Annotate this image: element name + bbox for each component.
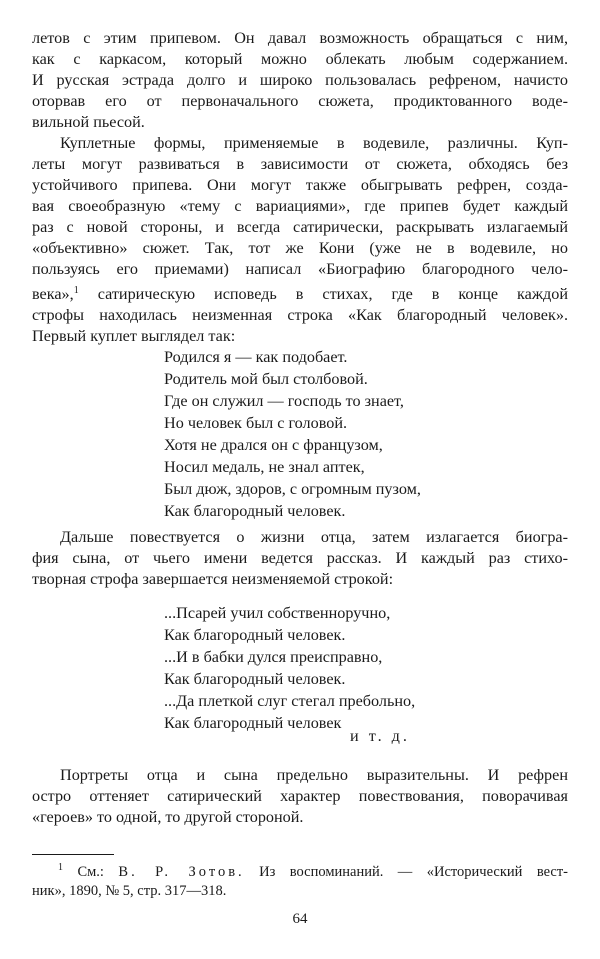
verse-line: ...И в бабки дулся преисправно, xyxy=(164,648,383,666)
text-line: вая своеобразную «тему с вариациями», где припев будет каждый xyxy=(32,197,568,215)
text-line: леты могут развиваться в зависимости от сюжета, обходясь без xyxy=(32,155,568,173)
text-line: остро оттеняет сатирический характер повествования, поворачивая xyxy=(32,787,568,805)
verse-stanza-2 xyxy=(164,602,584,734)
footnote xyxy=(32,858,568,901)
footnote-marker[interactable]: 1 xyxy=(73,285,79,296)
text-line: И русская эстрада долго и широко пользовалась рефреном, начисто xyxy=(32,71,568,89)
text-line: «объективно» сюжет. Так, тот же Кони (уже не в водевиле, но xyxy=(32,239,568,257)
text-line: как с каркасом, который можно облекать любым содержанием. xyxy=(32,50,568,68)
verse-line: Где он служил — господь то знает, xyxy=(164,392,404,410)
verse-line: Как благородный человек. xyxy=(164,626,346,644)
footnote-line: ник», 1890, № 5, стр. 317—318. xyxy=(32,883,227,899)
text-line: раз с новой стороны, и всегда сатирически, раскрывать излагаемый xyxy=(32,218,568,236)
verse-line: ...Псарей учил собственноручно, xyxy=(164,604,391,622)
text-line: фия сына, от чьего имени ведется рассказ. И каждый раз стихо- xyxy=(32,549,568,567)
text-line: летов с этим припевом. Он давал возможность обращаться с ним, xyxy=(32,29,568,47)
text-line: Дальше повествуется о жизни отца, затем излагается биогра- xyxy=(60,528,568,546)
verse-line: Хотя не дрался он с французом, xyxy=(164,436,383,454)
page-number: 64 xyxy=(292,911,308,927)
text-line xyxy=(32,280,568,305)
etcetera: и т. д. xyxy=(350,727,410,745)
paragraph-1 xyxy=(32,28,568,133)
paragraph-2 xyxy=(32,133,568,347)
text-line: оторвав его от первоначального сюжета, продиктованного водe- xyxy=(32,92,568,110)
footnote-author: В. Р. Зотов. xyxy=(118,864,245,880)
paragraph-3 xyxy=(32,527,568,590)
verse-line: Носил медаль, не знал аптек, xyxy=(164,458,365,476)
text-fragment: века», xyxy=(32,285,74,303)
verse-line: Родитель мой был столбовой. xyxy=(164,370,368,388)
text-line: творная строфа завершается неизменяемой строкой: xyxy=(32,570,394,588)
footnote-prefix: См.: xyxy=(77,864,104,880)
text-line: Портреты отца и сына предельно выразительны. И рефрен xyxy=(60,766,568,784)
verse-line: Как благородный человек. xyxy=(164,670,346,688)
text-line: Куплетные формы, применяемые в водевиле, различны. Куп- xyxy=(60,134,568,152)
verse-line: Но человек был с головой. xyxy=(164,414,348,432)
verse-stanza-1 xyxy=(164,346,584,522)
footnote-number: 1 xyxy=(58,862,63,873)
text-line: устойчивого припева. Они могут также обыгрывать рефрен, созда- xyxy=(32,176,568,194)
text-line: вильной пьесой. xyxy=(32,113,145,131)
text-fragment: сатирическую исповедь в стихах, где в конце каждой xyxy=(97,285,569,303)
text-line: пользуясь его приемами) написал «Биографию благородного чело- xyxy=(32,260,568,278)
footnote-divider xyxy=(32,854,114,855)
verse-line: ...Да плеткой слуг стегал пребольно, xyxy=(164,692,416,710)
text-line: строфы находилась неизменная строка «Как благородный человек». xyxy=(32,306,568,324)
footnote-title: Из воспоминаний. — «Исторический вест- xyxy=(259,864,569,880)
verse-line: Как благородный человек xyxy=(164,714,342,732)
footnote-line xyxy=(32,858,568,882)
verse-line: Был дюж, здоров, с огромным пузом, xyxy=(164,480,421,498)
text-line: Первый куплет выглядел так: xyxy=(32,327,236,345)
text-line: «героев» то одной, то другой стороной. xyxy=(32,808,304,826)
verse-line: Родился я — как подобает. xyxy=(164,348,348,366)
paragraph-4 xyxy=(32,765,568,828)
verse-line: Как благородный человек. xyxy=(164,502,346,520)
